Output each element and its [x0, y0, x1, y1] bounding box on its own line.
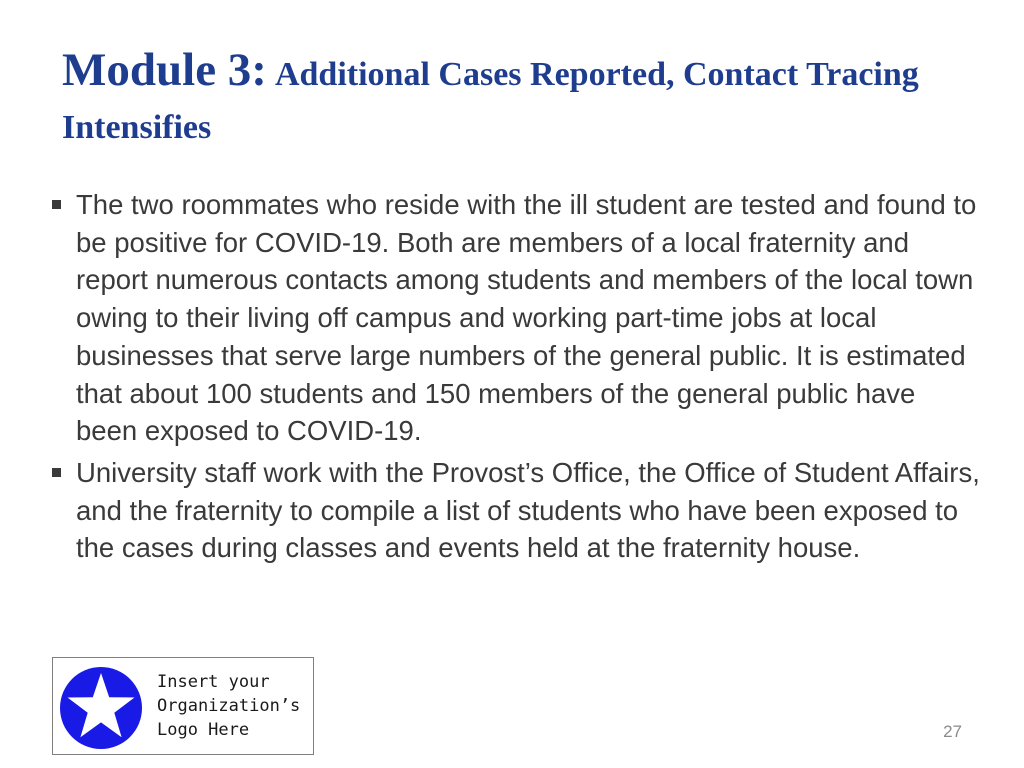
square-bullet-icon	[52, 200, 61, 209]
bullet-list	[50, 186, 980, 571]
logo-placeholder-text: Insert your Organization’s Logo Here	[157, 672, 301, 740]
title-module-label: Module 3:	[62, 44, 267, 96]
square-bullet-icon	[52, 468, 61, 477]
page-number: 27	[943, 722, 962, 741]
star-icon	[59, 666, 143, 750]
bullet-item	[50, 186, 980, 450]
logo-placeholder	[52, 657, 314, 755]
bullet-text: The two roommates who reside with the ill student are tested and found to be positive for COVID-19. Both are members of a local fraternity and report numerous contacts among students and members of the local town owing to their living off campus and working part-time jobs at local businesses that serve large numbers of the general public. It is estimated that about 100 students and 150 members of the general public have been exposed to COVID-19.	[76, 189, 977, 447]
slide-title	[62, 44, 962, 154]
bullet-text: University staff work with the Provost’s Office, the Office of Student Affairs, and the fraternity to compile a list of students who have been exposed to the cases during classes and events held at the fraternity house.	[76, 456, 980, 564]
bullet-item	[50, 454, 980, 567]
title-topic: Additional Cases Reported, Contact Tracing Intensifies	[62, 56, 919, 146]
